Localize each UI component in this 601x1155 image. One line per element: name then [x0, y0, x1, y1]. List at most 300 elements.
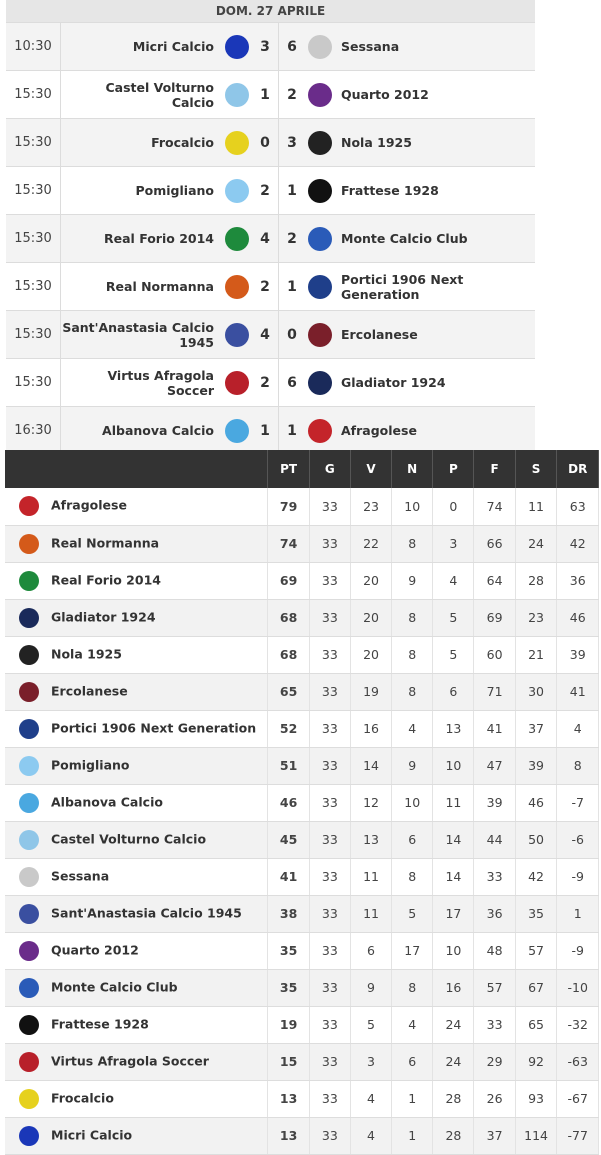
stat-pt: 68 [268, 636, 309, 673]
away-team-name[interactable]: Nola 1925 [341, 135, 412, 150]
stat-n: 4 [392, 710, 433, 747]
match-row[interactable] [6, 22, 535, 70]
stat-s: 21 [515, 636, 557, 673]
stat-p: 16 [433, 969, 474, 1006]
stat-v: 20 [350, 599, 391, 636]
stat-s: 93 [515, 1080, 557, 1117]
home-score: 4 [260, 230, 270, 247]
away-team-crest [305, 131, 335, 155]
stat-p: 3 [433, 525, 474, 562]
away-team-crest [305, 419, 335, 443]
away-score: 3 [287, 134, 297, 151]
match-row[interactable] [6, 406, 535, 454]
stat-g: 33 [309, 969, 350, 1006]
away-crest-icon [308, 419, 332, 443]
stat-p: 6 [433, 673, 474, 710]
away-crest-icon [308, 371, 332, 395]
team-crest-icon [19, 571, 39, 591]
stat-dr: 42 [557, 525, 599, 562]
stat-f: 33 [474, 858, 515, 895]
stat-pt: 74 [268, 525, 309, 562]
home-team-name[interactable]: Castel Volturno Calcio [105, 79, 214, 110]
team-crest-icon [19, 830, 39, 850]
stat-f: 57 [474, 969, 515, 1006]
stat-g: 33 [309, 673, 350, 710]
stat-f: 33 [474, 1006, 515, 1043]
match-time: 16:30 [6, 407, 61, 454]
away-team-name[interactable]: Frattese 1928 [341, 183, 439, 198]
stat-pt: 79 [268, 488, 309, 525]
stat-g: 33 [309, 858, 350, 895]
stat-n: 5 [392, 895, 433, 932]
home-team-crest [222, 227, 252, 251]
stat-f: 36 [474, 895, 515, 932]
header-n[interactable]: N [392, 450, 433, 488]
stat-g: 33 [309, 1117, 350, 1154]
standings-row[interactable] [5, 821, 599, 858]
standings-row[interactable] [5, 932, 599, 969]
stat-pt: 46 [268, 784, 309, 821]
stat-g: 33 [309, 784, 350, 821]
stat-s: 30 [515, 673, 557, 710]
match-time: 15:30 [6, 263, 61, 310]
stat-s: 114 [515, 1117, 557, 1154]
stat-n: 6 [392, 821, 433, 858]
stat-dr: 41 [557, 673, 599, 710]
team-name: Pomigliano [51, 757, 130, 772]
standings-row[interactable] [5, 525, 599, 562]
stat-p: 14 [433, 858, 474, 895]
home-score: 2 [260, 182, 270, 199]
team-cell[interactable] [5, 747, 268, 784]
team-cell[interactable] [5, 858, 268, 895]
standings-row[interactable] [5, 488, 599, 525]
away-score: 6 [287, 38, 297, 55]
match-row[interactable] [6, 358, 535, 406]
stat-n: 17 [392, 932, 433, 969]
team-crest-icon [19, 1052, 39, 1072]
home-score: 1 [260, 422, 270, 439]
stat-f: 26 [474, 1080, 515, 1117]
home-team-name[interactable]: Real Normanna [105, 279, 214, 294]
stat-dr: -9 [557, 932, 599, 969]
stat-n: 9 [392, 747, 433, 784]
header-p[interactable]: P [433, 450, 474, 488]
team-cell[interactable] [5, 1006, 268, 1043]
stat-s: 67 [515, 969, 557, 1006]
stat-g: 33 [309, 821, 350, 858]
stat-f: 66 [474, 525, 515, 562]
home-team-name[interactable]: Pomigliano [135, 183, 214, 198]
away-score: 6 [287, 374, 297, 391]
stat-p: 5 [433, 636, 474, 673]
stat-n: 6 [392, 1043, 433, 1080]
away-crest-icon [308, 35, 332, 59]
stat-g: 33 [309, 562, 350, 599]
stat-f: 37 [474, 1117, 515, 1154]
standings-row[interactable] [5, 858, 599, 895]
match-time: 15:30 [6, 167, 61, 214]
stat-pt: 19 [268, 1006, 309, 1043]
team-name: Nola 1925 [51, 646, 122, 661]
team-name: Quarto 2012 [51, 942, 139, 957]
match-row[interactable] [6, 166, 535, 214]
stat-p: 10 [433, 932, 474, 969]
standings-row[interactable] [5, 969, 599, 1006]
stat-p: 0 [433, 488, 474, 525]
team-crest-icon [19, 904, 39, 924]
header-s[interactable]: S [515, 450, 557, 488]
home-team-crest [222, 179, 252, 203]
header-dr[interactable]: DR [557, 450, 599, 488]
stat-n: 10 [392, 488, 433, 525]
standings-row[interactable] [5, 636, 599, 673]
team-cell[interactable] [5, 895, 268, 932]
home-crest-icon [225, 35, 249, 59]
stat-pt: 13 [268, 1117, 309, 1154]
match-row[interactable] [6, 262, 535, 310]
match-time: 15:30 [6, 119, 61, 166]
team-crest-icon [19, 1089, 39, 1109]
stat-n: 8 [392, 969, 433, 1006]
team-name: Afragolese [51, 497, 127, 513]
team-crest-icon [19, 793, 39, 813]
stat-dr: -7 [557, 784, 599, 821]
header-f[interactable]: F [474, 450, 515, 488]
home-crest-icon [225, 131, 249, 155]
away-crest-icon [308, 83, 332, 107]
home-team-crest [222, 35, 252, 59]
stat-v: 4 [350, 1117, 391, 1154]
stat-g: 33 [309, 932, 350, 969]
stat-p: 11 [433, 784, 474, 821]
match-list [6, 22, 535, 454]
stat-g: 33 [309, 710, 350, 747]
team-name: Micri Calcio [51, 1127, 133, 1142]
team-name: Real Normanna [51, 535, 160, 550]
stat-p: 10 [433, 747, 474, 784]
stat-n: 8 [392, 525, 433, 562]
stat-s: 39 [515, 747, 557, 784]
team-cell[interactable] [5, 932, 268, 969]
home-team-name[interactable]: Frocalcio [151, 135, 214, 150]
stat-dr: -63 [557, 1043, 599, 1080]
header-pt[interactable]: PT [268, 450, 309, 488]
standings-row[interactable] [5, 599, 599, 636]
team-cell[interactable] [5, 1043, 268, 1080]
standings-body [5, 488, 599, 1154]
stat-pt: 13 [268, 1080, 309, 1117]
stat-v: 14 [350, 747, 391, 784]
away-team-crest [305, 371, 335, 395]
stat-n: 1 [392, 1117, 433, 1154]
team-cell[interactable] [5, 1117, 268, 1154]
home-crest-icon [225, 179, 249, 203]
standings-row[interactable] [5, 710, 599, 747]
header-g[interactable]: G [309, 450, 350, 488]
stat-n: 8 [392, 673, 433, 710]
stat-p: 14 [433, 821, 474, 858]
stat-g: 33 [309, 636, 350, 673]
away-team-crest [305, 323, 335, 347]
stat-dr: 46 [557, 599, 599, 636]
header-v[interactable]: V [350, 450, 391, 488]
home-team-crest [222, 275, 252, 299]
stat-dr: 63 [557, 488, 599, 525]
home-crest-icon [225, 371, 249, 395]
stat-f: 69 [474, 599, 515, 636]
team-crest-icon [19, 719, 39, 739]
team-cell[interactable] [5, 969, 268, 1006]
away-crest-icon [308, 275, 332, 299]
stat-pt: 45 [268, 821, 309, 858]
stat-dr: 8 [557, 747, 599, 784]
stat-dr: 4 [557, 710, 599, 747]
day-header: DOM. 27 APRILE [6, 0, 535, 22]
stat-s: 35 [515, 895, 557, 932]
stat-f: 47 [474, 747, 515, 784]
stat-p: 24 [433, 1043, 474, 1080]
stat-n: 4 [392, 1006, 433, 1043]
away-team-name[interactable]: Sessana [341, 39, 400, 54]
team-cell[interactable] [5, 821, 268, 858]
match-time: 15:30 [6, 71, 61, 118]
team-cell[interactable] [5, 525, 268, 562]
stat-v: 22 [350, 525, 391, 562]
away-score: 0 [287, 326, 297, 343]
stat-s: 28 [515, 562, 557, 599]
stat-pt: 51 [268, 747, 309, 784]
home-team-crest [222, 419, 252, 443]
standings-row[interactable] [5, 747, 599, 784]
team-cell[interactable] [5, 599, 268, 636]
away-crest-icon [308, 179, 332, 203]
team-name: Sant'Anastasia Calcio 1945 [51, 905, 242, 920]
team-name: Ercolanese [51, 683, 128, 698]
standings-row[interactable] [5, 562, 599, 599]
team-name: Gladiator 1924 [51, 609, 156, 624]
team-name: Portici 1906 Next Generation [51, 720, 257, 735]
home-score: 4 [260, 326, 270, 343]
away-team-crest [305, 179, 335, 203]
stat-dr: 36 [557, 562, 599, 599]
home-team-crest [222, 323, 252, 347]
team-name: Real Forio 2014 [51, 572, 161, 587]
stat-s: 11 [515, 488, 557, 525]
home-team-name[interactable]: Real Forio 2014 [104, 231, 214, 246]
team-crest-icon [19, 941, 39, 961]
away-score: 1 [287, 278, 297, 295]
stat-f: 74 [474, 488, 515, 525]
stat-p: 28 [433, 1080, 474, 1117]
team-crest-icon [19, 534, 39, 554]
home-team-name[interactable]: Virtus Afragola Soccer [107, 367, 214, 398]
stat-s: 50 [515, 821, 557, 858]
team-name: Virtus Afragola Soccer [51, 1053, 209, 1068]
stat-s: 65 [515, 1006, 557, 1043]
stat-s: 92 [515, 1043, 557, 1080]
home-team-name[interactable]: Sant'Anastasia Calcio 1945 [62, 319, 214, 350]
away-score: 1 [287, 182, 297, 199]
stat-g: 33 [309, 1080, 350, 1117]
match-row[interactable] [6, 310, 535, 358]
stat-v: 19 [350, 673, 391, 710]
home-team-name[interactable]: Albanova Calcio [102, 423, 214, 438]
stat-g: 33 [309, 599, 350, 636]
stat-dr: 1 [557, 895, 599, 932]
stat-p: 5 [433, 599, 474, 636]
away-score: 2 [287, 230, 297, 247]
home-score: 1 [260, 86, 270, 103]
stat-p: 4 [433, 562, 474, 599]
stat-dr: -77 [557, 1117, 599, 1154]
team-crest-icon [19, 1126, 39, 1146]
stat-g: 33 [309, 525, 350, 562]
team-crest-icon [19, 608, 39, 628]
stat-f: 29 [474, 1043, 515, 1080]
home-score: 2 [260, 374, 270, 391]
stat-n: 1 [392, 1080, 433, 1117]
team-crest-icon [19, 682, 39, 702]
stat-pt: 35 [268, 969, 309, 1006]
home-team-crest [222, 131, 252, 155]
match-row[interactable] [6, 70, 535, 118]
team-cell[interactable] [5, 784, 268, 821]
standings-row[interactable] [5, 673, 599, 710]
away-team-crest [305, 35, 335, 59]
stat-pt: 15 [268, 1043, 309, 1080]
standings-row[interactable] [5, 1006, 599, 1043]
away-team-name[interactable]: Portici 1906 Next Generation [341, 271, 464, 302]
home-crest-icon [225, 83, 249, 107]
stat-n: 10 [392, 784, 433, 821]
stat-v: 5 [350, 1006, 391, 1043]
away-crest-icon [308, 227, 332, 251]
standings-header-row [5, 450, 599, 488]
stat-dr: 39 [557, 636, 599, 673]
team-cell[interactable] [5, 636, 268, 673]
stat-pt: 69 [268, 562, 309, 599]
stat-s: 23 [515, 599, 557, 636]
stat-g: 33 [309, 488, 350, 525]
away-team-crest [305, 227, 335, 251]
stat-v: 3 [350, 1043, 391, 1080]
team-name: Frattese 1928 [51, 1016, 149, 1031]
team-name: Castel Volturno Calcio [51, 831, 207, 846]
stat-s: 57 [515, 932, 557, 969]
stat-v: 11 [350, 858, 391, 895]
away-team-name[interactable]: Quarto 2012 [341, 87, 429, 102]
stat-f: 41 [474, 710, 515, 747]
team-crest-icon [19, 1015, 39, 1035]
stat-pt: 52 [268, 710, 309, 747]
match-time: 15:30 [6, 311, 61, 358]
team-crest-icon [19, 867, 39, 887]
away-team-name[interactable]: Afragolese [341, 423, 417, 438]
standings-table-wrap [5, 450, 599, 1155]
standings-row[interactable] [5, 784, 599, 821]
match-time: 15:30 [6, 359, 61, 406]
home-score: 0 [260, 134, 270, 151]
match-row[interactable] [6, 214, 535, 262]
away-team-name[interactable]: Gladiator 1924 [341, 375, 446, 390]
standings-row[interactable] [5, 1043, 599, 1080]
team-crest-icon [19, 496, 39, 516]
stat-pt: 35 [268, 932, 309, 969]
team-crest-icon [19, 756, 39, 776]
away-score: 2 [287, 86, 297, 103]
standings-row[interactable] [5, 895, 599, 932]
stat-n: 9 [392, 562, 433, 599]
match-time: 10:30 [6, 23, 61, 70]
away-team-name[interactable]: Ercolanese [341, 327, 418, 342]
team-cell[interactable] [5, 562, 268, 599]
stat-dr: -67 [557, 1080, 599, 1117]
stat-dr: -6 [557, 821, 599, 858]
stat-f: 44 [474, 821, 515, 858]
stat-g: 33 [309, 1006, 350, 1043]
stat-p: 28 [433, 1117, 474, 1154]
away-score: 1 [287, 422, 297, 439]
standings-table [5, 450, 599, 1155]
stat-p: 17 [433, 895, 474, 932]
team-cell[interactable] [5, 710, 268, 747]
team-name: Frocalcio [51, 1090, 114, 1105]
stat-v: 20 [350, 636, 391, 673]
stat-v: 13 [350, 821, 391, 858]
stat-g: 33 [309, 895, 350, 932]
team-cell[interactable] [5, 673, 268, 710]
stat-f: 64 [474, 562, 515, 599]
standings-row[interactable] [5, 1117, 599, 1154]
team-cell[interactable] [5, 1080, 268, 1117]
home-team-crest [222, 83, 252, 107]
stat-v: 12 [350, 784, 391, 821]
team-cell[interactable] [5, 488, 268, 525]
stat-n: 8 [392, 858, 433, 895]
home-crest-icon [225, 323, 249, 347]
home-score: 2 [260, 278, 270, 295]
home-crest-icon [225, 227, 249, 251]
stat-v: 16 [350, 710, 391, 747]
standings-row[interactable] [5, 1080, 599, 1117]
stat-pt: 41 [268, 858, 309, 895]
stat-v: 6 [350, 932, 391, 969]
home-team-name[interactable]: Micri Calcio [132, 39, 214, 54]
stat-f: 71 [474, 673, 515, 710]
stat-dr: -10 [557, 969, 599, 1006]
team-name: Sessana [51, 868, 110, 883]
stat-g: 33 [309, 747, 350, 784]
team-column-header [5, 450, 268, 488]
stat-n: 8 [392, 636, 433, 673]
stat-s: 37 [515, 710, 557, 747]
results-panel [6, 0, 535, 449]
away-team-crest [305, 83, 335, 107]
team-crest-icon [19, 978, 39, 998]
match-time: 15:30 [6, 215, 61, 262]
stat-f: 60 [474, 636, 515, 673]
home-crest-icon [225, 275, 249, 299]
team-name: Albanova Calcio [51, 794, 163, 809]
stat-f: 48 [474, 932, 515, 969]
stat-s: 46 [515, 784, 557, 821]
stat-v: 4 [350, 1080, 391, 1117]
home-team-crest [222, 371, 252, 395]
stat-dr: -9 [557, 858, 599, 895]
match-row[interactable] [6, 118, 535, 166]
away-team-name[interactable]: Monte Calcio Club [341, 231, 468, 246]
